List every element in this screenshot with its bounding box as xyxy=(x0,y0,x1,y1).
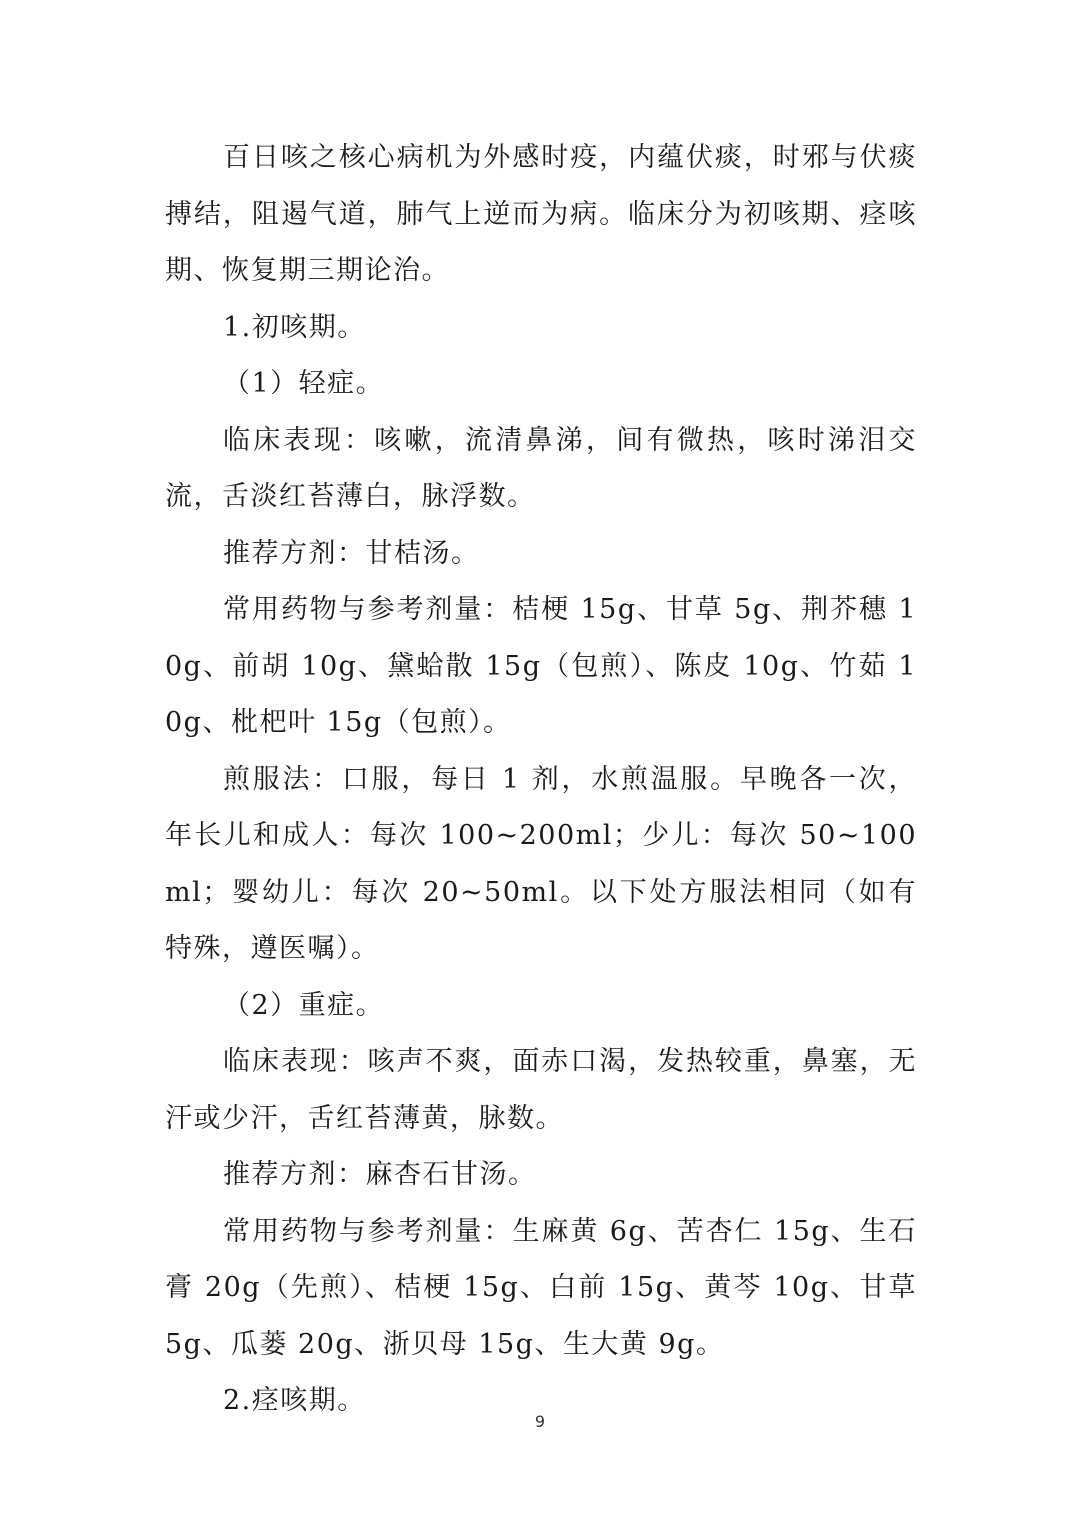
paragraph-mild-herbs: 常用药物与参考剂量：桔梗 15g、甘草 5g、荆芥穗 10g、前胡 10g、黛蛤散 15g（包煎）、陈皮 10g、竹茹 10g、枇杷叶 15g（包煎）。 xyxy=(165,594,917,738)
section-heading-paroxysmal-cough: 2.痉咳期。 xyxy=(223,1385,366,1416)
paragraph-severe-symptoms: 临床表现：咳声不爽，面赤口渴，发热较重，鼻塞，无汗或少汗，舌红苔薄黄，脉数。 xyxy=(165,1046,917,1134)
document-body xyxy=(165,130,917,1430)
paragraph-mild-symptoms: 临床表现：咳嗽，流清鼻涕，间有微热，咳时涕泪交流，舌淡红苔薄白，脉浮数。 xyxy=(165,424,917,512)
section-heading-initial-cough: 1.初咳期。 xyxy=(223,311,366,343)
paragraph-severe-formula: 推荐方剂：麻杏石甘汤。 xyxy=(223,1159,537,1190)
subsection-heading-severe: （2）重症。 xyxy=(223,989,385,1021)
paragraph-severe-herbs: 常用药物与参考剂量：生麻黄 6g、苦杏仁 15g、生石膏 20g（先煎）、桔梗 15g、白前 15g、黄芩 10g、甘草 5g、瓜蒌 20g、浙贝母 15g、生大黄 9g。 xyxy=(165,1215,917,1360)
paragraph-mild-formula: 推荐方剂：甘桔汤。 xyxy=(223,537,480,569)
paragraph-decoction-method: 煎服法：口服，每日 1 剂，水煎温服。早晚各一次，年长儿和成人：每次 100~200ml；少儿：每次 50~100ml；婴幼儿：每次 20~50ml。以下处方服法相同（如有特殊，遵医嘱）。 xyxy=(165,763,917,964)
page-number: 9 xyxy=(534,1412,546,1431)
paragraph-pathogenesis: 百日咳之核心病机为外感时疫，内蕴伏痰，时邪与伏痰搏结，阻遏气道，肺气上逆而为病。临床分为初咳期、痉咳期、恢复期三期论治。 xyxy=(165,142,917,286)
subsection-heading-mild: （1）轻症。 xyxy=(223,368,385,399)
